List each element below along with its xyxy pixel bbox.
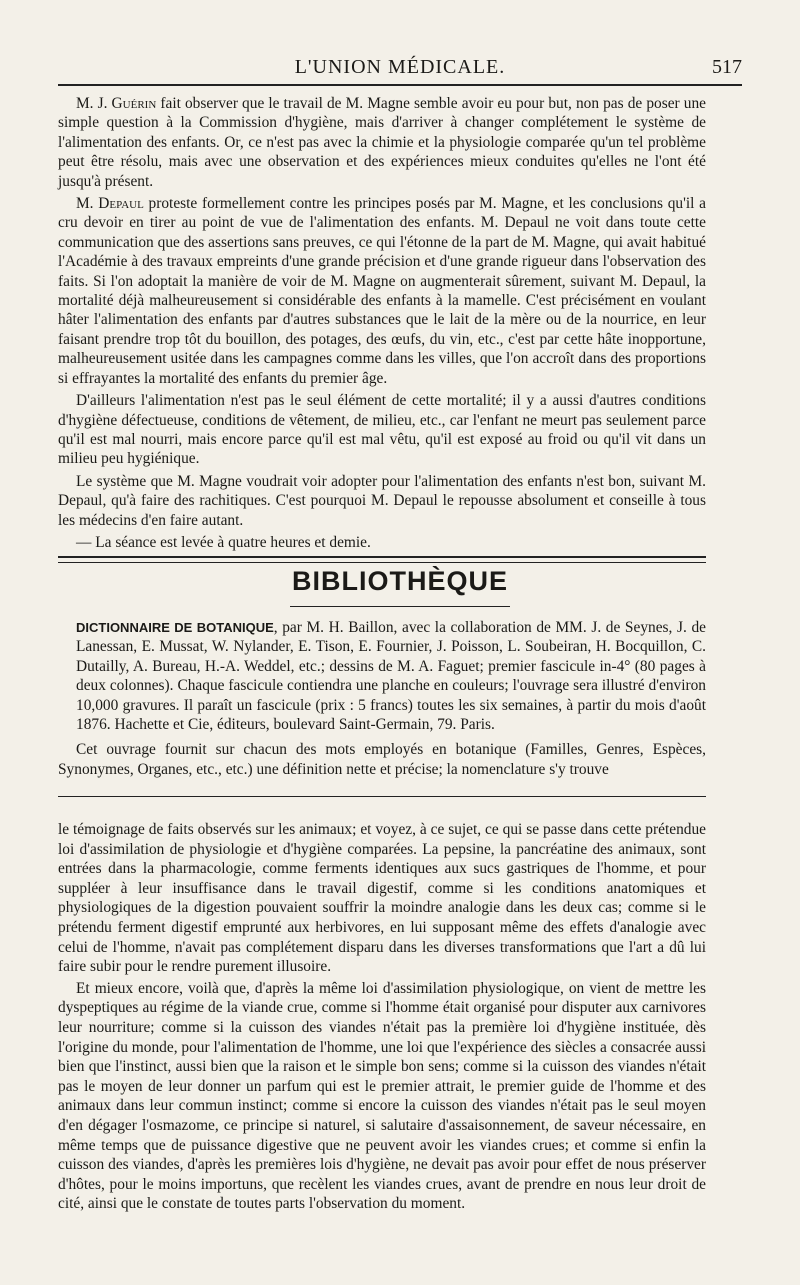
session-report: [58, 94, 706, 555]
closing-line: — La séance est levée à quatre heures et demie.: [76, 533, 371, 551]
page-header: [58, 50, 742, 86]
page-number: 517: [712, 56, 742, 78]
paragraph-text: proteste formellement contre les principes posés par M. Magne, et les conclusions qu'il a cru devoir en tirer au point de vue de l'alimentation des enfants. M. Depaul ne voit dans toute cette communication que des assertions sans preuves, ce qui l'étonne de la part de M. Magne, qui avait habitué l'Académie à des travaux empreints d'une grande précision et d'une grande rigueur dans l'observation des faits. Si l'on adoptait la manière de voir de M. Magne on augmenterait sûrement, suivant M. Depaul, la mortalité déjà malheureusement si considérable des enfants à la mamelle. C'est précisément en voulant hâter l'alimentation des enfants par d'autres substances que le lait de la mère ou de la nourrice, en leur faisant prendre trop tôt du bouillon, des potages, des œufs, du vin, etc., c'est par cette hâte inopportune, malheureusement usitée dans les campagnes comme dans les villes, que l'on accroît dans des proportions si effrayantes la mortalité des enfants du premier âge.: [58, 195, 706, 387]
bibliography-entry: [58, 618, 706, 734]
depaul-paragraph: [58, 194, 706, 388]
section-title: BIBLIOTHÈQUE: [291, 566, 508, 596]
paragraph: le témoignage de faits observés sur les animaux; et voyez, à ce sujet, ce qui se passe dans cette prétendue loi d'assimilation de physiologie et d'hygiène comparées. La pepsine, la pancréatine des animaux, sont entrées dans la pharmacologie, comme ferments identiques aux sucs gastriques de l'homme, et pour suppléer à leur insuffisance dans le travail digestif, comme si les conditions anatomiques et physiologiques de la digestion pouvaient souffrir la moindre analogie dans les deux cas; comme si le prétendu ferment digestif emprunté aux herbivores, en lui supposant même des effets d'analogie avec celui de l'homme, n'avait pas complétement disparu dans les diverses transformations que l'art a dû lui faire subir pour le rendre purement illusoire.: [58, 821, 706, 976]
speaker-name: M. Depaul: [76, 195, 144, 213]
guerin-paragraph: [58, 94, 706, 191]
running-title: L'UNION MÉDICALE.: [294, 56, 506, 78]
speaker-name: M. J. Guérin: [76, 95, 157, 112]
title-underline: [290, 606, 510, 607]
column-divider: [58, 796, 706, 797]
bibliography-section: [58, 618, 706, 779]
paragraph: Le système que M. Magne voudrait voir adopter pour l'alimentation des enfants n'est bon, suivant M. Depaul, qu'à faire des rachitiques. C'est pourquoi M. Depaul le repousse absolument et conseille à tous les médecins d'en faire autant.: [58, 472, 706, 529]
review-paragraph: Cet ouvrage fournit sur chacun des mots employés en botanique (Familles, Genres, Espèces, Synonymes, Organes, etc., etc.) une définition nette et précise; la nomenclature s'y trouve: [58, 741, 706, 778]
paragraph: Et mieux encore, voilà que, d'après la même loi d'assimilation physiologique, on vient de mettre les dyspeptiques au régime de la viande crue, comme si l'homme était organisé pour disputer aux carnivores leur nourriture; comme si la cuisson des viandes n'était pas la première loi d'hygiène instituée, dès l'origine du monde, pour l'alimentation de l'homme, une loi que l'expérience des siècles a consacrée aussi bien que l'instinct, aussi bien que la raison et le simple bon sens; comme si la cuisson des viandes n'était pas le moyen de leur donner un parfum qui est le premier attrait, le premier guide de l'homme et des animaux dans leur commun instinct; comme si encore la cuisson des viandes n'était pas le seul moyen d'en dégager l'osmazome, ce principe si naturel, si salutaire d'assaisonnement, de saveur nécessaire, en même temps que de puissance digestive que ne peuvent avoir les viandes crues; et comme si enfin la cuisson des viandes, d'après les premières lois d'hygiène, ne devait pas avoir pour effet de nous préserver d'hôtes, pour le moins importuns, que recèlent les viandes crues, avant de prendre en nous leur droit de cité, ainsi que le constate de toutes parts l'observation du moment.: [58, 979, 706, 1213]
paragraph-text: fait observer que le travail de M. Magne semble avoir eu pour but, non pas de poser une simple question à la Commission d'hygiène, mais d'arriver à changer complétement le système de l'alimentation des enfants. Or, ce n'est pas avec la chimie et la physiologie comparée qu'un tel problème peut être résolu, mais avec une observation et des expériences mieux conduites qu'elles ne l'ont été jusqu'à présent.: [58, 95, 706, 190]
entry-title: DICTIONNAIRE DE BOTANIQUE: [76, 620, 274, 635]
section-divider: [58, 556, 706, 563]
continued-article: [58, 820, 706, 1216]
entry-text: , par M. H. Baillon, avec la collaboration de MM. J. de Seynes, J. de Lanessan, E. Mussat, W. Nylander, E. Tison, E. Fournier, J. Poisson, L. Soubeiran, H. Bocquillon, C. Dutailly, A. Bureau, H.-A. Weddel, etc.; dessins de M. A. Faguet; premier fascicule in-4° (80 pages à deux colonnes). Chaque fascicule contiendra une planche en couleurs; l'ouvrage sera illustré d'environ 10,000 gravures. Il paraît un fascicule (prix : 5 francs) toutes les six semaines, à partir du mois d'août 1876. Hachette et Cie, éditeurs, boulevard Saint-Germain, 79. Paris.: [76, 619, 706, 734]
paragraph: D'ailleurs l'alimentation n'est pas le seul élément de cette mortalité; il y a aussi d'autres conditions d'hygiène défectueuse, conditions de vêtement, de milieu, etc., car l'enfant ne meurt pas seulement parce qu'il est mal nourri, mais encore parce qu'il est mal vêtu, qu'il est exposé au froid ou qu'il vit dans un milieu peu hygiénique.: [58, 392, 706, 468]
